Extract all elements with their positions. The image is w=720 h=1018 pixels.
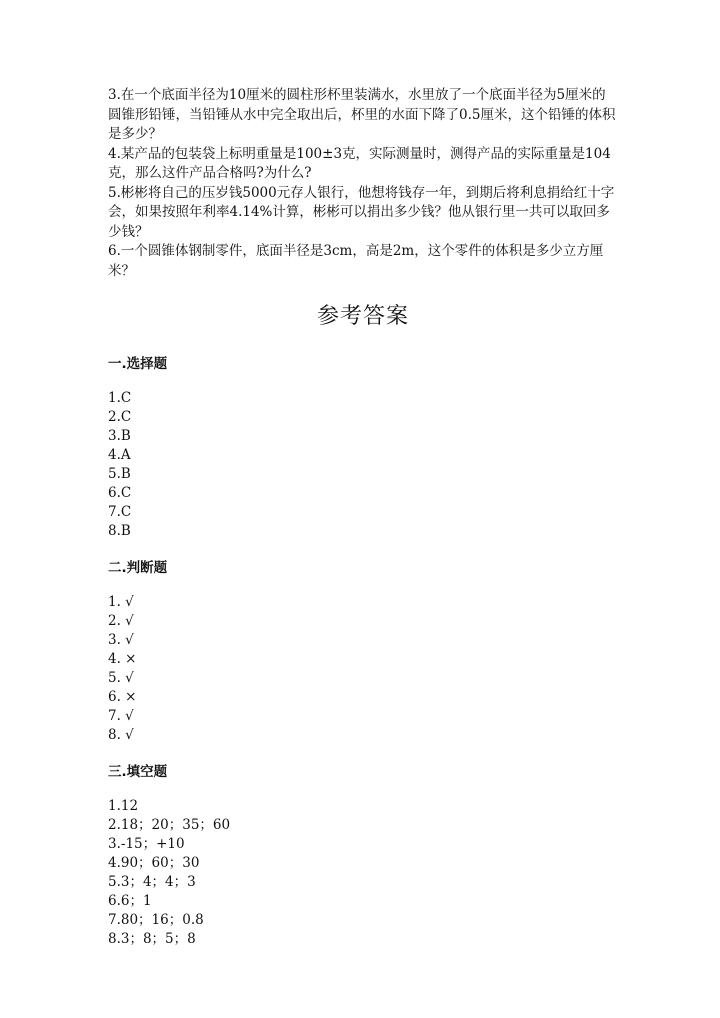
answer-item: 7. √: [108, 708, 134, 724]
answer-item: 6. ×: [108, 689, 137, 705]
answer-item: 6.6；1: [108, 893, 152, 909]
answer-item: 3. √: [108, 632, 134, 648]
section-heading-choice: 一.选择题: [108, 356, 168, 372]
answer-item: 3.-15；+10: [108, 836, 185, 852]
answers-title: 参考答案: [316, 304, 409, 329]
answer-item: 3.B: [108, 428, 131, 444]
problem-6: 6.一个圆锥体钢制零件，底面半径是3cm，高是2m，这个零件的体积是多少立方厘米？: [108, 243, 604, 279]
section-heading-judge: 二.判断题: [108, 560, 168, 576]
answer-list-judge: [108, 593, 618, 745]
answer-item: 7.80；16；0.8: [108, 912, 204, 928]
answer-item: 2. √: [108, 613, 134, 629]
answer-section-fill: [108, 763, 618, 949]
answer-list-choice: [108, 389, 618, 541]
answer-item: 7.C: [108, 504, 132, 520]
answer-item: 4.A: [108, 447, 131, 463]
answer-item: 4. ×: [108, 651, 137, 667]
problem-list: [108, 86, 618, 281]
answer-item: 1. √: [108, 594, 134, 610]
answer-item: 6.C: [108, 485, 132, 501]
answer-item: 1.C: [108, 390, 132, 406]
answer-item: 5. √: [108, 670, 134, 686]
problem-3: 3.在一个底面半径为10厘米的圆柱形杯里装满水，水里放了一个底面半径为5厘米的圆锥形铅锤，当铅锤从水中完全取出后，杯里的水面下降了0.5厘米，这个铅锤的体积是多少？: [108, 87, 616, 142]
answer-item: 8.B: [108, 523, 131, 539]
answer-item: 8.3；8；5；8: [108, 931, 196, 947]
answer-item: 4.90；60；30: [108, 855, 200, 871]
answer-section-choice: [108, 355, 618, 541]
document-page: [108, 86, 618, 967]
problem-5: 5.彬彬将自己的压岁钱5000元存人银行，他想将钱存一年，到期后将利息捐给红十字会，如果按照年利率4.14%计算，彬彬可以捐出多少钱？他从银行里一共可以取回多少钱？: [108, 184, 615, 240]
answer-section-judge: [108, 559, 618, 745]
answer-item: 2.C: [108, 409, 132, 425]
answer-item: 5.B: [108, 466, 131, 482]
answer-item: 2.18；20；35；60: [108, 817, 231, 833]
problem-4: 4.某产品的包装袋上标明重量是100±3克，实际测量时，测得产品的实际重量是104克，那么这件产品合格吗?为什么?: [108, 145, 611, 181]
answer-item: 5.3；4；4；3: [108, 874, 196, 890]
answer-item: 1.12: [108, 798, 139, 814]
answer-list-fill: [108, 797, 618, 949]
section-heading-fill: 三.填空题: [108, 764, 168, 780]
answer-item: 8. √: [108, 727, 134, 743]
